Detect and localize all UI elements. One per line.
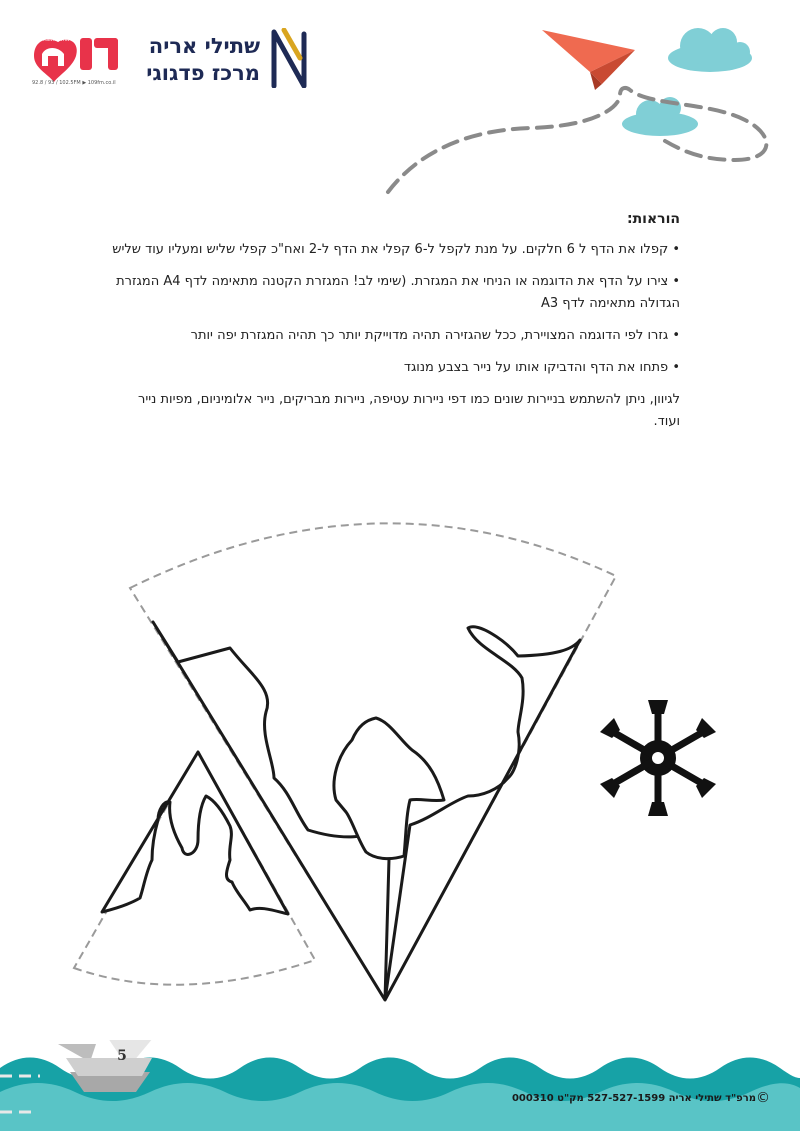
- instruction-step: • קפלו את הדף ל 6 חלקים. על מנת לקפל ל-6 קפלי את הדף ל-2 ואח"כ קפלי שליש ומעליו עוד שליש: [110, 239, 680, 261]
- radio-frequencies: 92.8 / 93 / 102.5FM ▶ 109fm.co.il: [32, 80, 116, 86]
- page-number: 5: [117, 1048, 127, 1064]
- copyright: [470, 1090, 770, 1106]
- radio-logo: [28, 32, 123, 90]
- instructions: [110, 208, 680, 443]
- instructions-note: לגיוון, ניתן להשתמש בניירות שונים כמו דפי ניירות עטיפה, ניירות מבריקים, נייר אלומיניום, מפיות נייר ועוד.: [138, 392, 680, 429]
- instruction-step: • גזרו לפי הדוגמה המצויירת, ככל שהגזירה תהיה מדוייקת יותר כך תהיה המגזרת יפה יותר: [110, 325, 680, 347]
- org-logo-line2: מרכז פדגוגי: [146, 61, 260, 85]
- snowflake-icon: [600, 700, 716, 816]
- header-decoration: [380, 10, 780, 200]
- cloud-icon: [622, 97, 698, 136]
- org-logo-mark-icon: [270, 28, 308, 88]
- instruction-step: • צירו על הדף את הדוגמה או הניחי את המגזרת. (שימי לב! המגזרת הקטנה מתאימה לדף A4 המגזרת הגדולה מתאימה לדף A3: [110, 271, 680, 315]
- radio-logo-icon: [28, 32, 123, 82]
- org-logo-line1: שתילי אריה: [148, 34, 260, 58]
- copyright-text: מרפ"ד שתילי אריה 527-527-1599 מק"ט 000310: [511, 1093, 756, 1104]
- flight-path: [388, 88, 766, 192]
- instructions-list: [110, 239, 680, 379]
- paper-plane-icon: [542, 30, 635, 90]
- org-logo: [140, 28, 310, 90]
- radio-tagline: מחזק אמונה: [42, 37, 70, 43]
- cutting-templates: [60, 500, 740, 1020]
- instructions-title: הוראות:: [626, 211, 680, 227]
- instruction-step: • פתחו את הדף והדביקו אותו על נייר בצבע מנוגד: [110, 357, 680, 379]
- copyright-symbol: ©: [756, 1090, 770, 1106]
- cloud-icon: [668, 28, 752, 72]
